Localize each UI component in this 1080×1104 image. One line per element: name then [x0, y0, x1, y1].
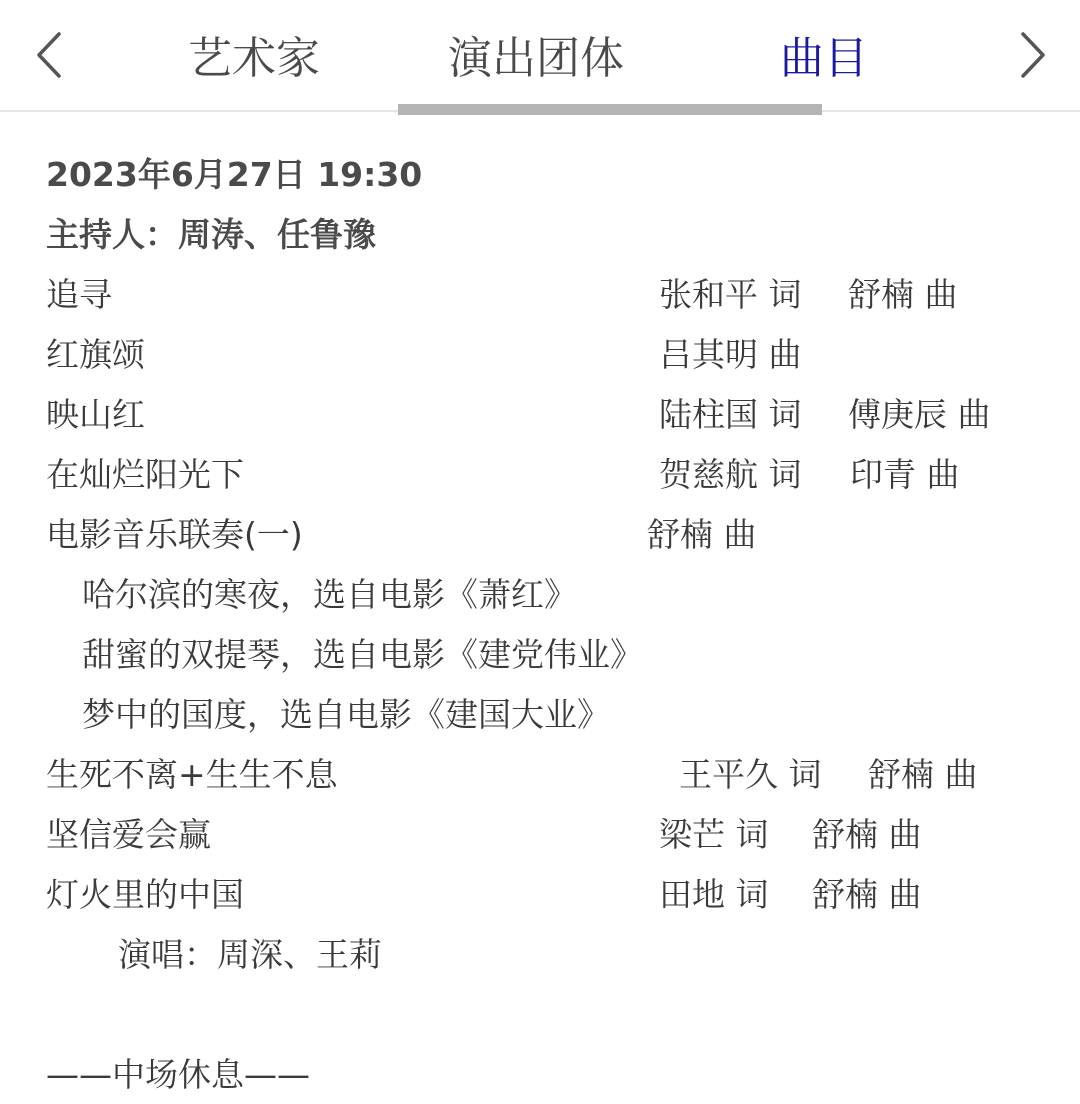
piece-lyricist: 张和平 词 [659, 275, 802, 314]
chevron-left-icon [33, 30, 63, 80]
piece-title: 灯火里的中国 [46, 875, 244, 914]
tab-program[interactable]: 曲目 [780, 33, 868, 84]
tab-artists[interactable]: 艺术家 [188, 33, 320, 84]
concert-datetime: 2023年6月27日 19:30 [46, 155, 423, 194]
piece-composer: 舒楠 曲 [647, 515, 757, 554]
piece-lyricist: 王平久 词 [679, 755, 822, 794]
piece-composer: 吕其明 曲 [659, 335, 802, 374]
piece-composer: 舒楠 曲 [868, 755, 978, 794]
performers: 演唱：周深、王莉 [118, 935, 382, 974]
piece-composer: 傅庚辰 曲 [848, 395, 991, 434]
piece-lyricist: 陆柱国 词 [659, 395, 802, 434]
tab-scroll-indicator [398, 104, 822, 115]
piece-title: 红旗颂 [46, 335, 145, 374]
piece-lyricist: 田地 词 [659, 875, 769, 914]
piece-title: 在灿烂阳光下 [46, 455, 244, 494]
piece-subtitle: 梦中的国度，选自电影《建国大业》 [82, 695, 610, 734]
piece-lyricist: 贺慈航 词 [659, 455, 802, 494]
piece-composer: 舒楠 曲 [848, 275, 958, 314]
piece-title: 电影音乐联奏(一) [46, 515, 303, 554]
piece-subtitle: 甜蜜的双提琴，选自电影《建党伟业》 [82, 635, 643, 674]
next-tab-button[interactable] [1010, 28, 1058, 82]
piece-title: 映山红 [46, 395, 145, 434]
piece-composer: 舒楠 曲 [812, 815, 922, 854]
concert-hosts: 主持人：周涛、任鲁豫 [46, 215, 376, 254]
piece-lyricist: 梁芒 词 [659, 815, 769, 854]
piece-subtitle: 哈尔滨的寒夜，选自电影《萧红》 [82, 575, 577, 614]
intermission-label: ——中场休息—— [46, 1055, 310, 1094]
tab-performing-groups[interactable]: 演出团体 [448, 33, 624, 84]
piece-title: 生死不离+生生不息 [46, 755, 338, 794]
piece-title: 坚信爱会赢 [46, 815, 211, 854]
piece-composer: 印青 曲 [850, 455, 960, 494]
prev-tab-button[interactable] [24, 28, 72, 82]
piece-composer: 舒楠 曲 [812, 875, 922, 914]
piece-title: 追寻 [46, 275, 112, 314]
chevron-right-icon [1019, 30, 1049, 80]
tab-bar [0, 0, 1080, 112]
